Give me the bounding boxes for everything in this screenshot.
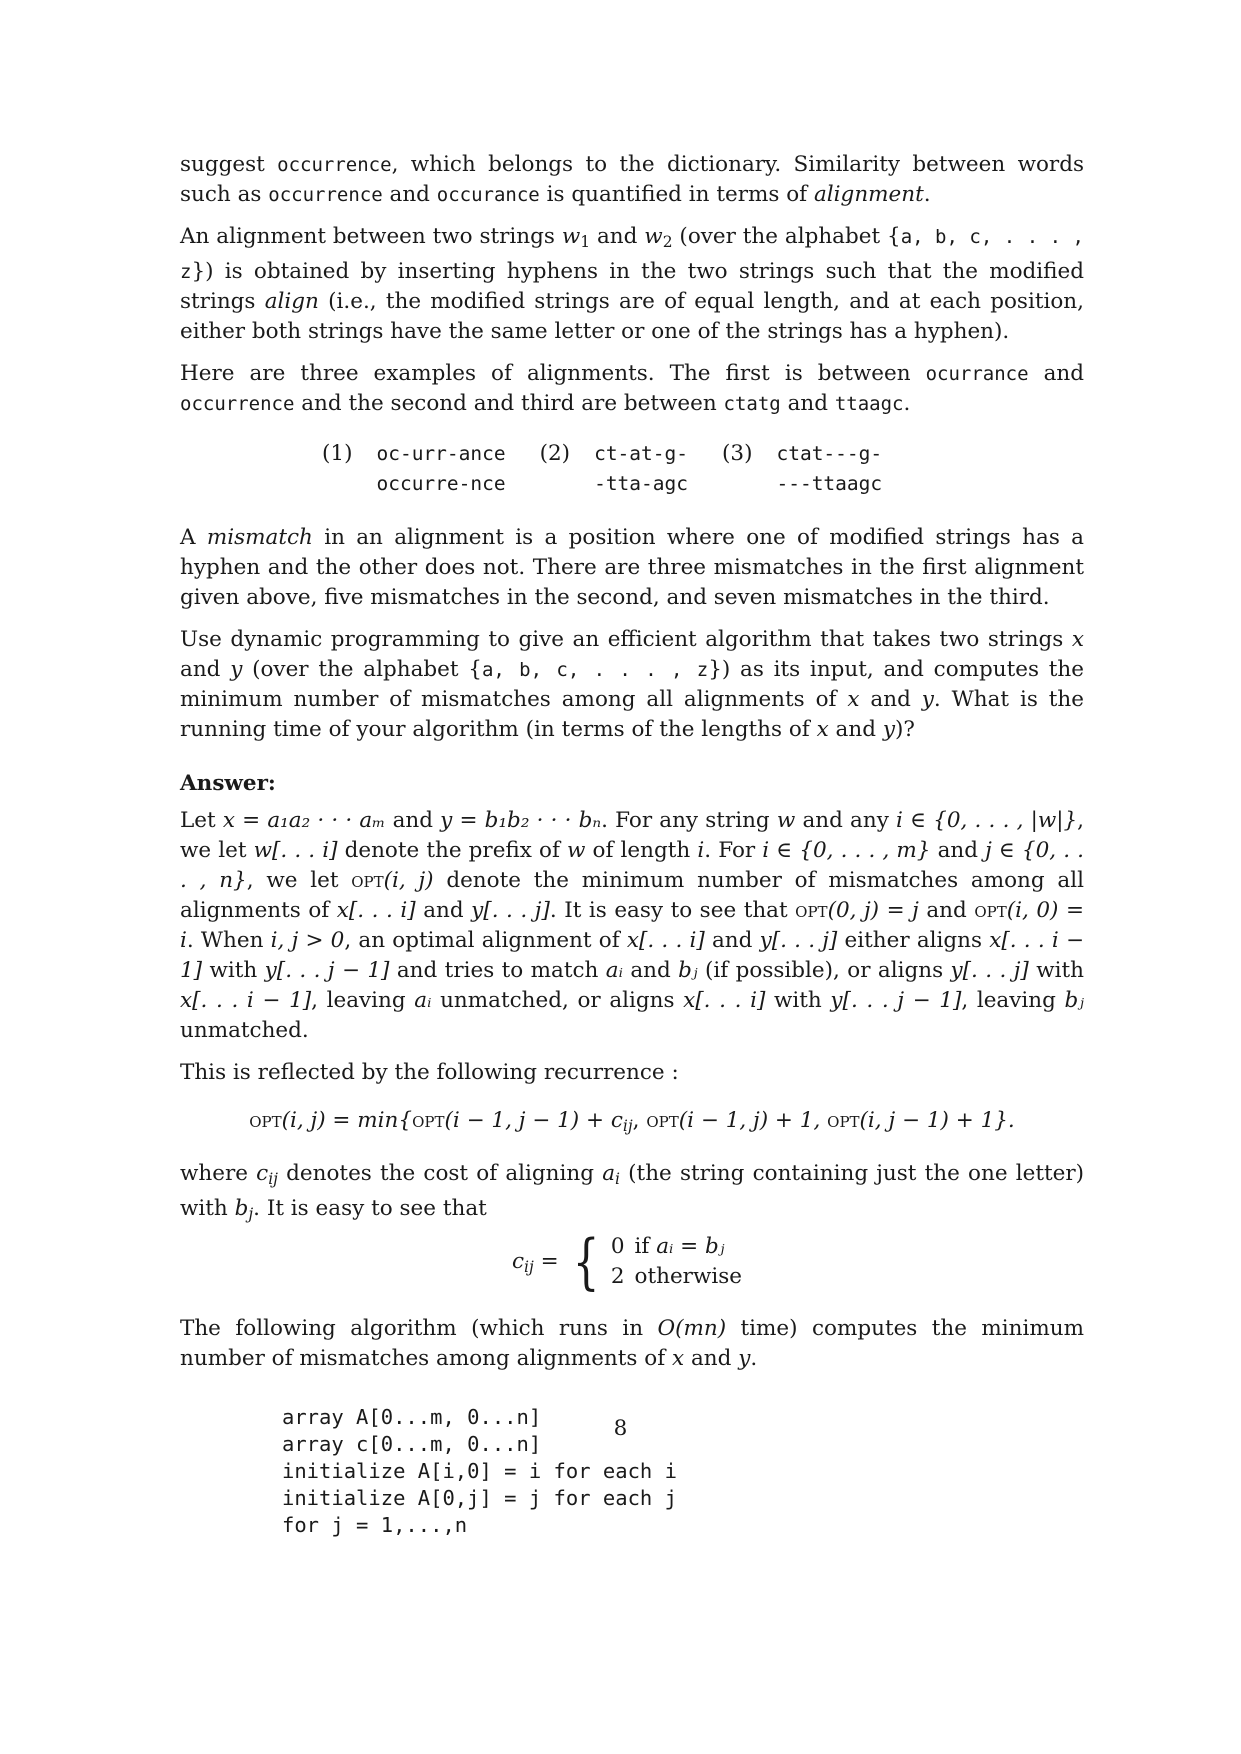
paragraph-examples-intro: Here are three examples of alignments. The first is between ocurrance and occurrence and the second and third are between ctatg and ttaagc. — [180, 360, 1085, 416]
alignment-label: (2) — [539, 440, 571, 466]
term-mismatch: mismatch — [206, 524, 313, 550]
alignment-label: (1) — [322, 440, 353, 466]
alignment-bottom: -tta-agc — [594, 471, 688, 495]
code-line: initialize A[i,0] = i for each i — [282, 1459, 677, 1484]
code-line: array c[0...m, 0...n] — [282, 1432, 542, 1457]
alignment-bottom: occurre-nce — [376, 471, 506, 495]
paragraph-mismatch-definition: A mismatch in an alignment is a position where one of modified strings has a hyphen and the other does not. There are three mismatches in the first alignment given above, five mismatches in the second, and seven mismatches in the third. — [180, 524, 1084, 610]
answer-heading: Answer: — [180, 770, 276, 796]
paragraph-alignment-definition: An alignment between two strings w1 and w2 (over the alphabet {a, b, c, . . . , z}) is obtained by inserting hyphens in the two strings such that the modified strings align (i.e., the modified strings are of equal length, and at each position, either both strings have the same letter or one of the strings has a hyphen). — [180, 224, 1084, 344]
paragraph-answer: Let x = a₁a₂ · · · aₘ and y = b₁b₂ · · · bₙ. For any string w and any i ∈ {0, . . . , |w|}, we let w[. . . i] denote the prefix of w of length i. For i ∈ {0, . . . , m} and j ∈ {0, . . . , n}, we let opt(i, j) denote the minimum number of mismatches among all alignments of x[. . . i] and y[. . . j]. It is easy to see that opt(0, j) = j and opt(i, 0) = i. When i, j > 0, an optimal alignment of x[. . . i] and y[. . . j] either aligns x[. . . i − 1] with y[. . . j − 1] and tries to match aᵢ and bⱼ (if possible), or aligns y[. . . j] with x[. . . i − 1], leaving aᵢ unmatched, or aligns x[. . . i] with y[. . . j − 1], leaving bⱼ unmatched. — [180, 807, 1085, 1043]
page-content — [180, 150, 1084, 1539]
word-occurrence: occurrence — [277, 154, 392, 176]
paragraph-intro: suggest occurrence, which belongs to the dictionary. Similarity between words such as occurrence and occurance is quantified in terms of alignment. — [180, 152, 1084, 207]
alignment-example-2 — [540, 439, 688, 499]
recurrence-equation: opt(i, j) = min{opt(i − 1, $j - 1) + c_{ij}$, opt(i − 1, j) + 1, opt(i, j − 1) + 1}. — [249, 1107, 1015, 1135]
alignment-example-1 — [322, 439, 506, 499]
word-occurrence: occurrence — [268, 184, 383, 206]
alignment-label: (3) — [722, 440, 753, 466]
alignment-example-3 — [722, 439, 882, 499]
page-number: 8 — [613, 1416, 628, 1441]
left-brace-icon: { — [572, 1227, 600, 1298]
alignment-examples — [322, 439, 1084, 499]
cost-cases-equation: $c_{ij}$ = { 0 if aᵢ = bⱼ 2 otherwise — [180, 1232, 1084, 1292]
alignment-top: ct-at-g- — [594, 441, 688, 465]
paragraph-problem: Use dynamic programming to give an efficient algorithm that takes two strings x and y (over the alphabet {a, b, c, . . . , z}) as its input, and computes the minimum number of mismatches among all alignments of x and y. What is the running time of your algorithm (in terms of the lengths of x and y)? — [180, 626, 1084, 742]
paragraph-algorithm-intro: The following algorithm (which runs in O(mn) time) computes the minimum number of mismatches among alignments of x and y. — [180, 1316, 1084, 1372]
paragraph-recurrence-intro: This is reflected by the following recurrence : — [180, 1059, 679, 1085]
term-align: align — [264, 288, 319, 314]
alphabet: a, b, c, . . . , z — [180, 226, 1084, 283]
code-line: for j = 1,...,n — [282, 1513, 468, 1538]
alignment-bottom: ---ttaagc — [776, 471, 883, 495]
alignment-top: oc-urr-ance — [376, 441, 506, 465]
code-line: array A[0...m, 0...n] — [282, 1405, 542, 1430]
word-occurance: occurance — [436, 184, 540, 206]
case-row: 2 otherwise — [610, 1264, 742, 1290]
code-line: initialize A[0,j] = j for each j — [282, 1486, 677, 1511]
term-alignment: alignment — [813, 182, 924, 207]
paragraph-cost-definition: where $c_{ij}$ denotes the cost of aligning $a_i$ (the string containing just the one letter) with $b_j$. It is easy to see that — [180, 1160, 1085, 1223]
case-row: 0 if aᵢ = bⱼ — [610, 1234, 725, 1260]
alignment-top: ctat---g- — [776, 441, 883, 465]
